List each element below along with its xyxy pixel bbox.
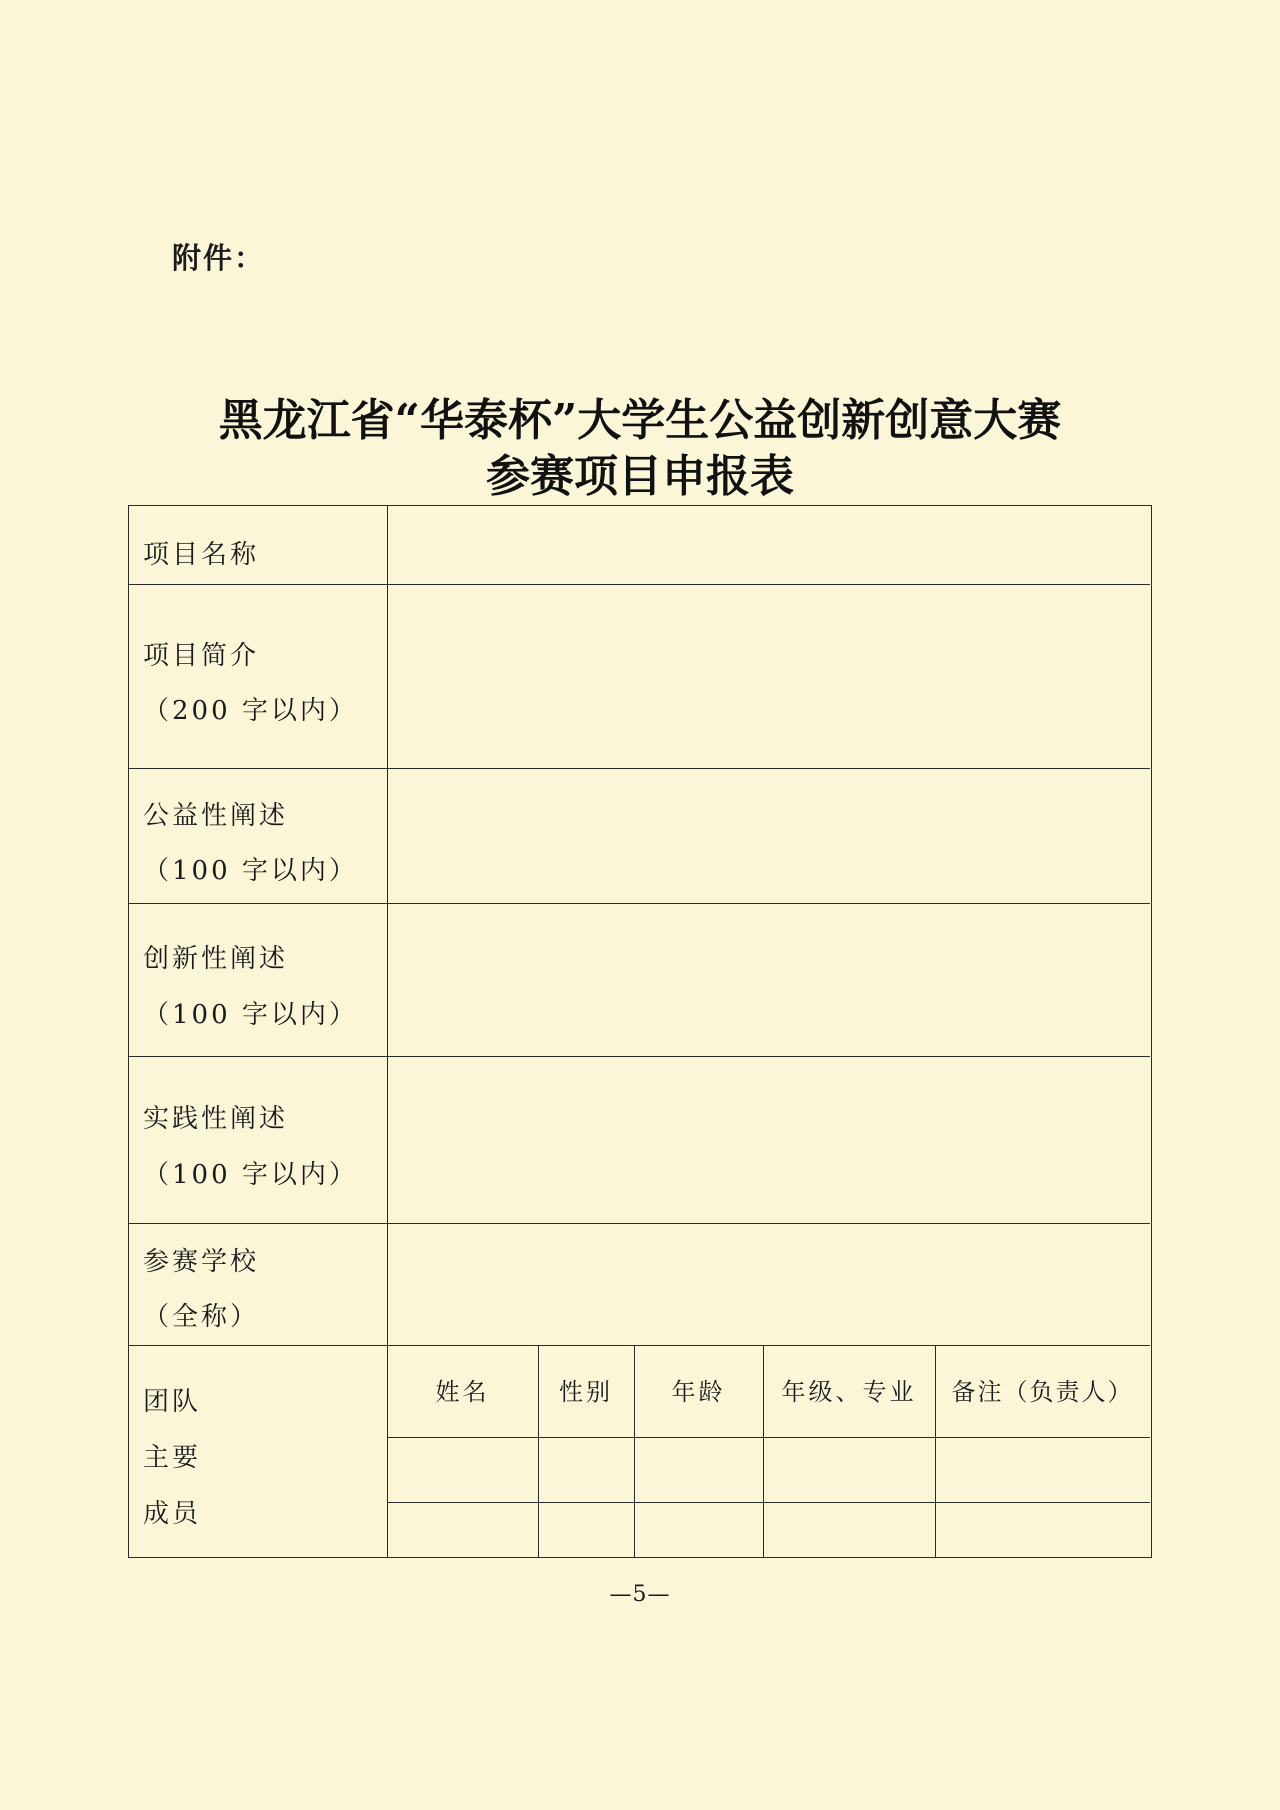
row-label-innovation-limit: （100 字以内） [143, 1000, 358, 1030]
page-number: —5— [609, 1582, 671, 1607]
application-form-table [128, 505, 1152, 1558]
row-label-practicality-limit: （100 字以内） [143, 1160, 358, 1190]
row-label-practicality: 实践性阐述 [143, 1104, 289, 1134]
row-label-project-intro-limit: （200 字以内） [143, 696, 358, 726]
row-label-innovation: 创新性阐述 [143, 944, 289, 974]
team-column-header-notes-leader: 备注（负责人） [951, 1378, 1134, 1406]
team-column-header-gender: 性别 [559, 1378, 613, 1406]
team-label-line-2: 主要 [143, 1443, 202, 1473]
attachment-label: 附件： [172, 241, 266, 275]
row-divider [129, 1056, 1150, 1057]
form-title-line-2: 参赛项目申报表 [486, 451, 794, 502]
row-label-school-full-name: （全称） [143, 1302, 260, 1332]
row-divider [129, 768, 1150, 769]
row-divider [129, 903, 1150, 904]
row-label-public-welfare: 公益性阐述 [143, 801, 289, 831]
row-divider [129, 1345, 1150, 1346]
form-title-line-1: 黑龙江省“华泰杯”大学生公益创新创意大赛 [218, 395, 1062, 446]
team-column-header-age: 年龄 [671, 1378, 726, 1406]
row-label-school: 参赛学校 [143, 1247, 260, 1277]
row-divider [129, 584, 1150, 585]
row-label-public-welfare-limit: （100 字以内） [143, 856, 358, 886]
team-label-line-3: 成员 [143, 1499, 202, 1529]
team-column-header-name: 姓名 [435, 1378, 490, 1406]
team-row-divider [387, 1437, 1150, 1438]
team-row-divider [387, 1502, 1150, 1503]
team-label-line-1: 团队 [143, 1387, 202, 1417]
row-label-project-intro: 项目简介 [143, 641, 260, 671]
team-column-header-grade-major: 年级、专业 [781, 1378, 917, 1406]
row-label-project-name: 项目名称 [143, 540, 260, 570]
row-divider [129, 1223, 1150, 1224]
